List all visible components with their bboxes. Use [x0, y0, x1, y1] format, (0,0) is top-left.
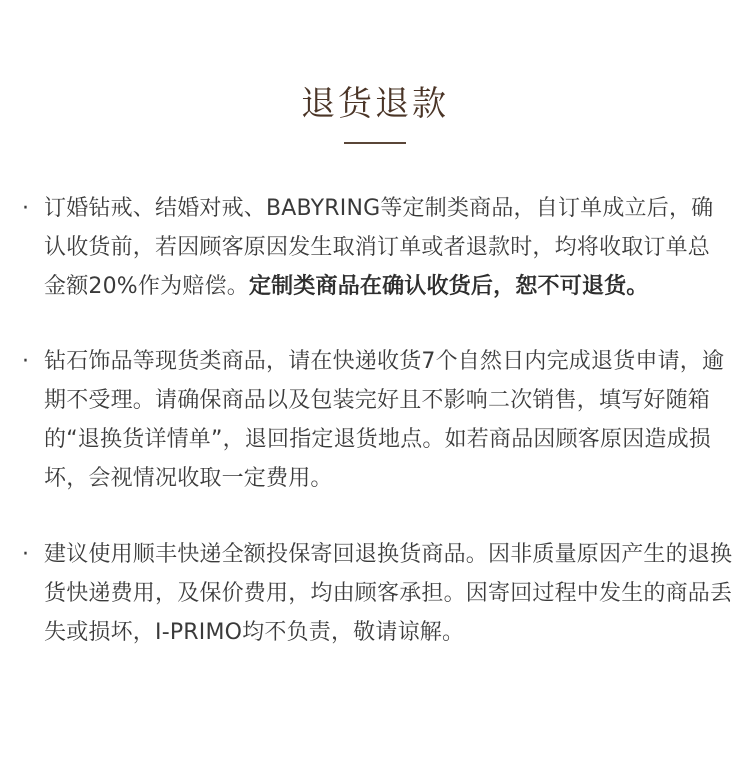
policy-notes: [22, 189, 734, 688]
note-emphasis: 定制类商品在确认收货后，恕不可退货。: [248, 274, 649, 299]
bullet: ·: [22, 349, 29, 374]
policy-note-shipping: [22, 535, 734, 652]
note-text: 钻石饰品等现货类商品，请在快递收货7个自然日内完成退货申请，逾期不受理。请确保商品以及包装完好且不影响二次销售，填写好随箱的“退换货详情单”，退回指定退货地点。如若商品因顾客原因造成损坏，会视情况收取一定费用。: [44, 349, 725, 491]
title-divider: [344, 142, 406, 144]
policy-note-custom-items: [22, 189, 734, 306]
bullet: ·: [22, 196, 29, 221]
policy-note-stock-items: [22, 342, 734, 498]
note-body: 订婚钻戒、结婚对戒、BABYRING等定制类商品，自订单成立后，确认收货前，若因顾客原因发生取消订单或者退款时，均将收取订单总金额20%作为赔偿。: [44, 196, 714, 299]
note-text: 建议使用顺丰快递全额投保寄回退换货商品。因非质量原因产生的退换货快递费用，及保价费用，均由顾客承担。因寄回过程中发生的商品丢失或损坏，I-PRIMO均不负责，敬请谅解。: [44, 542, 733, 645]
bullet: ·: [22, 542, 29, 567]
note-text: [44, 189, 734, 306]
page-title: 退货退款: [301, 84, 449, 124]
